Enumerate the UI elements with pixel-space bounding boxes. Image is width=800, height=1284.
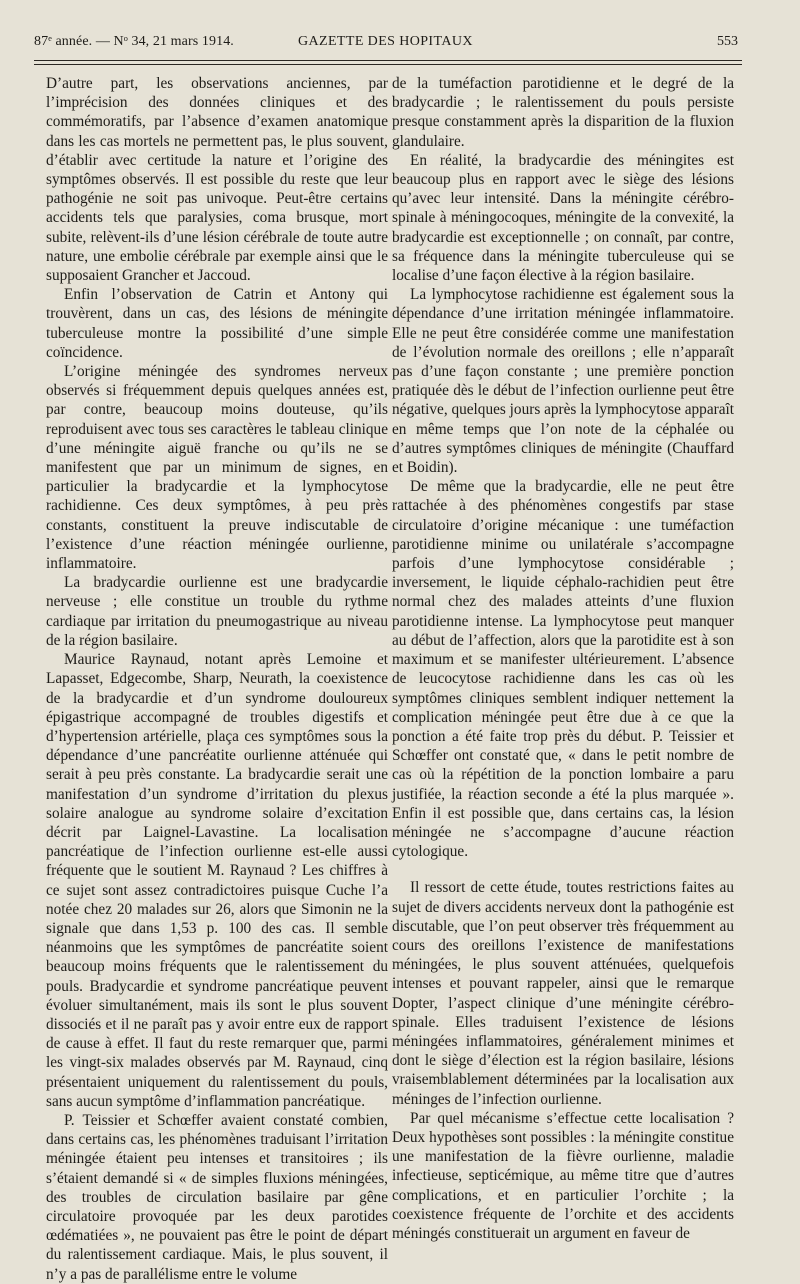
paragraph: Enfin l’observation de Catrin et Antony qui trouvèrent, dans un cas, des lésions de méningite tuberculeuse montre la possibilité d’une simple coïncidence. xyxy=(46,286,388,361)
left-column xyxy=(46,74,388,1284)
paragraph: L’origine méningée des syndromes nerveux observés si fréquemment depuis quelques années est, par contre, beaucoup moins douteuse, qu’ils reproduisent avec tous ses caractères le tableau clinique d’une méningite aiguë franche ou qu’ils ne se manifestent que par un minimum de signes, en particulier la bradycardie et la lymphocytose rachidienne. Ces deux symptômes, à peu près constants, constituent la preuve indiscutable de l’existence d’une réaction méningée ourlienne, inflammatoire. xyxy=(46,363,388,573)
paragraph: Par quel mécanisme s’effectue cette localisation ? Deux hypothèses sont possibles : la méningite constitue une manifestation de la fièvre ourlienne, maladie infectieuse, septicémique, au même titre que d’autres complications, et en particulier l’orchite ; la coexistence fréquente de l’orchite et des accidents méningés constituerait un argument en faveur de xyxy=(392,1109,734,1242)
paragraph: La bradycardie ourlienne est une bradycardie nerveuse ; elle constitue un trouble du rythme cardiaque par irritation du pneumogastrique au niveau de la région basilaire. xyxy=(46,574,388,649)
paragraph: En réalité, la bradycardie des méningites est beaucoup plus en rapport avec le siège des lésions qu’avec leur intensité. Dans la méningite cérébro-spinale à méningocoques, méningite de la convexité, la bradycardie est exceptionnelle ; on connaît, par contre, sa fréquence dans la méningite tuberculeuse qui se localise d’une façon élective à la région basilaire. xyxy=(392,151,734,285)
journal-title: GAZETTE DES HOPITAUX xyxy=(298,34,473,49)
page-number: 553 xyxy=(717,34,738,49)
header-rule-thin xyxy=(34,64,742,65)
header-rule-thick xyxy=(34,60,742,61)
issue-line: 87ᵉ année. — Nᵒ 34, 21 mars 1914. xyxy=(34,34,234,49)
paragraph: P. Teissier et Schœffer avaient constaté combien, dans certains cas, les phénomènes traduisant l’irritation méningée étaient peu intenses et transitoires ; ils s’étaient demandé si « de simples fluxions méningées, des troubles de circulation basilaire par gêne circulatoire provoquée par les deux parotides œdématiées », ne pouvaient pas être le point de départ du ralentissement cardiaque. Mais, le plus souvent, il n’y a pas de parallélisme entre le volume xyxy=(46,1111,388,1283)
paragraph: La lymphocytose rachidienne est également sous la dépendance d’une irritation méningée inflammatoire. Elle ne peut être considérée comme une manifestation de l’évolution normale des oreillons ; elle n’apparaît pas d’une façon constante ; une première ponction pratiquée dès le début de l’infection ourlienne peut être négative, quelques jours après la lymphocytose apparaît en même temps que l’on note de la céphalée ou d’autres symptômes cliniques de méningite (Chauffard et Boidin). xyxy=(392,286,734,477)
paragraph: Il ressort de cette étude, toutes restrictions faites au sujet de divers accidents nerveux dont la pathogénie est discutable, que l’on peut observer très fréquemment au cours des oreillons l’existence de manifestations méningées, le plus souvent atténuées, quelquefois intenses et pouvant rappeler, ainsi que le remarque Dopter, l’aspect clinique d’une méningite cérébro-spinale. Elles traduisent l’existence de lésions méningées inflammatoires, généralement minimes et dont le siège d’élection est la région basilaire, lésions vraisemblablement déterminées par la localisation aux méninges de l’infection ourlienne. xyxy=(392,879,734,1108)
paragraph: De même que la bradycardie, elle ne peut être rattachée à des phénomènes congestifs par stase circulatoire d’origine mécanique : une tuméfaction parotidienne minime ou unilatérale s’accompagne parfois d’une lymphocytose considérable ; inversement, le liquide céphalo-rachidien peut être normal chez des malades atteints d’une fluxion parotidienne intense. La lymphocytose peut manquer au début de l’affection, alors que la parotidite est à son maximum et se manifester ultérieurement. L’absence de leucocytose rachidienne dans les cas où les symptômes cliniques semblent indiquer nettement la complication méningée peut être due à ce que la ponction a été faite trop près du début. P. Teissier et Schœffer ont constaté que, « dans le petit nombre de cas où la répétition de la ponction lombaire a paru justifiée, la réaction seconde a été la plus marquée ». Enfin il est possible que, dans certains cas, la lésion méningée ne s’accompagne d’aucune réaction cytologique. xyxy=(392,478,734,861)
running-header xyxy=(34,30,742,56)
paragraph: D’autre part, les observations anciennes, par l’imprécision des données cliniques et des commémoratifs, par l’absence d’examen anatomique dans les cas mortels ne permettent pas, le plus souvent, d’établir avec certitude la nature et l’origine des symptômes observés. Il est possible du reste que leur pathogénie ne soit pas univoque. Peut-être certains accidents tels que paralysies, coma brusque, mort subite, relèvent-ils d’une lésion cérébrale de toute autre nature, une embolie cérébrale par exemple ainsi que le supposaient Grancher et Jaccoud. xyxy=(46,75,388,285)
right-column xyxy=(392,74,734,1243)
paragraph: Maurice Raynaud, notant après Lemoine et Lapasset, Edgecombe, Sharp, Neurath, la coexistence de la bradycardie et d’un syndrome douloureux épigastrique accompagné de troubles digestifs et d’hypertension artérielle, plaça ces symptômes sous la dépendance d’une pancréatite ourlienne atténuée qui serait à peu près constante. La bradycardie serait une manifestation d’un syndrome d’irritation du plexus solaire analogue au syndrome solaire d’excitation décrit par Laignel-Lavastine. La localisation pancréatique de l’infection ourlienne est-elle aussi fréquente que le soutient M. Raynaud ? Les chiffres à ce sujet sont assez contradictoires puisque Cuche l’a notée chez 20 malades sur 26, alors que Simonin ne la signale que dans 1,53 p. 100 des cas. Il semble néanmoins que les symptômes de pancréatite soient beaucoup moins fréquents que le ralentissement du pouls. Bradycardie et syndrome pancréatique peuvent évoluer simultanément, mais ils sont le plus souvent dissociés et il ne paraît pas y avoir entre eux de rapport de cause à effet. Il faut du reste remarquer que, parmi les vingt-six malades observés par M. Raynaud, cinq présentaient uniquement du ralentissement du pouls, sans aucun symptôme d’inflammation pancréatique. xyxy=(46,651,388,1110)
paragraph: de la tuméfaction parotidienne et le degré de la bradycardie ; le ralentissement du pouls persiste presque constamment après la disparition de la fluxion glandulaire. xyxy=(392,75,734,150)
